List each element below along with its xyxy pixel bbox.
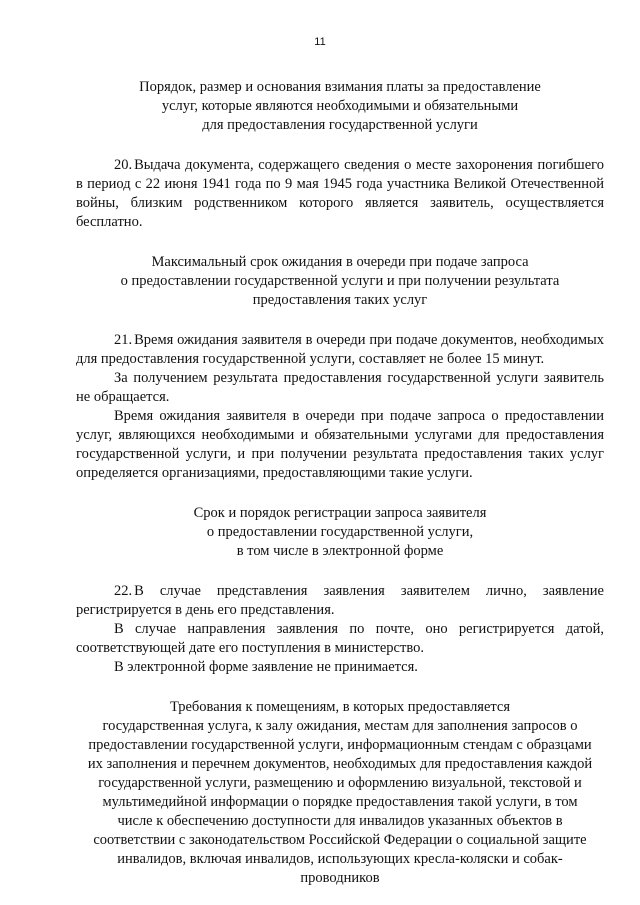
- heading-line: для предоставления государственной услуги: [202, 117, 478, 133]
- heading-line: о предоставлении государственной услуги и при получении результата: [120, 273, 560, 289]
- section-heading-premises: [76, 698, 604, 888]
- section-heading-registration: [76, 504, 604, 561]
- heading-line: Максимальный срок ожидания в очереди при подаче запроса: [151, 254, 529, 270]
- heading-line: инвалидов, включая инвалидов, использующих кресла-коляски и собак-: [117, 851, 563, 867]
- heading-line: Требования к помещениям, в которых предоставляется: [169, 699, 511, 715]
- paragraph-text: Время ожидания заявителя в очереди при подаче запроса о предоставлении услуг, являющихся необходимыми и обязательными услугами для предоставления государственной услуги, и при получении результата предоставления таких услуг определяется организациями, предоставляющими такие услуги.: [76, 408, 604, 481]
- paragraph-text: В случае направления заявления по почте, оно регистрируется датой, соответствующей дате его поступления в министерство.: [76, 621, 604, 656]
- heading-line: государственная услуга, к залу ожидания, местам для заполнения запросов о: [102, 718, 578, 734]
- paragraph-text: Выдача документа, содержащего сведения о месте захоронения погибшего в период с 22 июня 1941 года по 9 мая 1945 года участника Великой Отечественной войны, близким родственником которого является заявитель, осуществляется бесплатно.: [76, 157, 604, 230]
- paragraph-text: В электронной форме заявление не принимается.: [114, 659, 418, 675]
- paragraph-number: 22.: [114, 583, 133, 599]
- heading-line: государственной услуги, размещению и оформлению визуальной, текстовой и: [98, 775, 582, 791]
- heading-line: числе к обеспечению доступности для инвалидов указанных объектов в: [117, 813, 563, 829]
- heading-line: предоставления таких услуг: [252, 292, 428, 308]
- heading-line: проводников: [300, 870, 380, 886]
- paragraph-21-3: [76, 407, 604, 483]
- paragraph-number: 21.: [114, 332, 133, 348]
- paragraph-text: За получением результата предоставления государственной услуги заявитель не обращается.: [76, 370, 604, 405]
- paragraph-text: Время ожидания заявителя в очереди при подаче документов, необходимых для предоставления государственной услуги, составляет не более 15 минут.: [76, 332, 604, 367]
- paragraph-text: В случае представления заявления заявителем лично, заявление регистрируется в день его представления.: [76, 583, 604, 618]
- heading-line: соответствии с законодательством Российской Федерации о социальной защите: [93, 832, 587, 848]
- paragraph-22-3: [76, 658, 604, 677]
- page-number: 11: [314, 36, 326, 48]
- heading-line: Срок и порядок регистрации запроса заявителя: [193, 505, 487, 521]
- paragraph-number: 20.: [114, 157, 133, 173]
- heading-line: о предоставлении государственной услуги,: [206, 524, 474, 540]
- paragraph-20: [76, 156, 604, 232]
- heading-line: предоставлении государственной услуги, информационным стендам с образцами: [88, 737, 592, 753]
- paragraph-21-2: [76, 369, 604, 407]
- heading-line: Порядок, размер и основания взимания платы за предоставление: [139, 79, 541, 95]
- heading-line: их заполнения и перечнем документов, необходимых для предоставления каждой: [87, 756, 593, 772]
- document-body: [76, 78, 604, 888]
- section-heading-payment: [76, 78, 604, 135]
- paragraph-22: [76, 582, 604, 620]
- heading-line: услуг, которые являются необходимыми и обязательными: [161, 98, 519, 114]
- section-heading-queue-time: [76, 253, 604, 310]
- heading-line: мультимедийной информации о порядке предоставления такой услуги, в том: [102, 794, 578, 810]
- heading-line: в том числе в электронной форме: [236, 543, 444, 559]
- paragraph-21: [76, 331, 604, 369]
- paragraph-22-2: [76, 620, 604, 658]
